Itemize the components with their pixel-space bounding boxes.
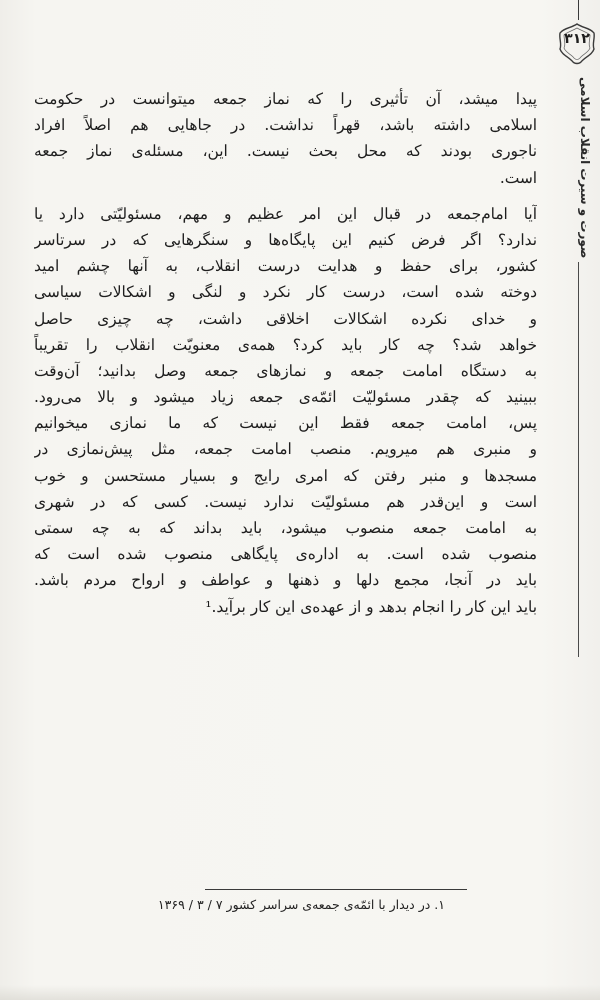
text-line: پیدا میشد، آن تأثیری را که نماز جمعه میتوانست در حکومت (34, 90, 537, 108)
text-line: منصوب شده است. به اداره‌ی پایگاهی منصوب شده است که (34, 545, 537, 564)
header-rule-top (578, 0, 579, 20)
text-line: خواهد شد؟ چه کار باید کرد؟ همه‌ی معنویّت انقلاب را تقریباً (34, 335, 537, 354)
text-line: است و این‌قدر هم مسئولیّت ندارد نیست. کسی که در شهری (34, 492, 537, 511)
text-line: آیا امام‌جمعه در قبال این امر عظیم و مهم، مسئولیّتی دارد یا (34, 204, 537, 223)
text-line: دوخته شده است، درست کار نکرد و لنگی و اشکالات سیاسی (34, 283, 537, 302)
page-number: ۳۱۲ (564, 31, 590, 47)
text-line: است. (499, 168, 537, 187)
footnote-rule (205, 889, 467, 890)
text-line: باید این کار را انجام بدهد و از عهده‌ی این کار برآید.¹ (205, 597, 537, 616)
text-line: ندارد؟ اگر فرض کنیم این پایگاه‌ها و سنگرهایی که در سرتاسر (34, 230, 537, 249)
text-line: ببینید که چقدر مسئولیّت ائمّه‌ی جمعه زیاد میشود و بالا می‌رود. (34, 388, 537, 407)
text-line: و خدای نکرده اشکالات اخلاقی داشت، چه چیزی حاصل (34, 309, 537, 328)
running-title: صورت و سیرت انقلاب اسلامی (578, 76, 592, 259)
text-line: کشور، برای حفظ و هدایت درست انقلاب، به آنها چشم امید (34, 257, 537, 276)
text-line: و منبری هم میرویم. منصب امامت جمعه، مثل پیش‌نمازی در (34, 440, 537, 459)
text-line: به امامت جمعه منصوب میشود، باید بداند که به چه سمتی (34, 519, 537, 537)
footnote: ۱. در دیدار با ائمّه‌ی جمعه‌ی سراسر کشور ۷ / ۳ / ۱۳۶۹ (157, 897, 445, 912)
page-edge-shadow (0, 985, 600, 1000)
text-line: پس، امامت جمعه فقط این نیست که ما نمازی میخوانیم (34, 414, 537, 433)
header-rule-bottom (578, 262, 579, 657)
body-text (34, 86, 537, 620)
text-line: باید در آنجا، مجمع دلها و ذهنها و عواطف و ارواح مردم باشد. (34, 571, 537, 590)
text-line: اسلامی داشته باشد، قهراً نداشت. در جاهایی هم اصلاً افراد (34, 116, 537, 135)
text-line: به دستگاه امامت جمعه و نمازهای جمعه وصل بدانید؛ آن‌وقت (34, 361, 537, 380)
text-line: مسجدها و منبر رفتن که امری رایج و بسیار مستحسن و خوب (34, 466, 537, 485)
text-line: ناجوری بودند که محل بحث نیست. این، مسئله‌ی نماز جمعه (34, 142, 537, 161)
